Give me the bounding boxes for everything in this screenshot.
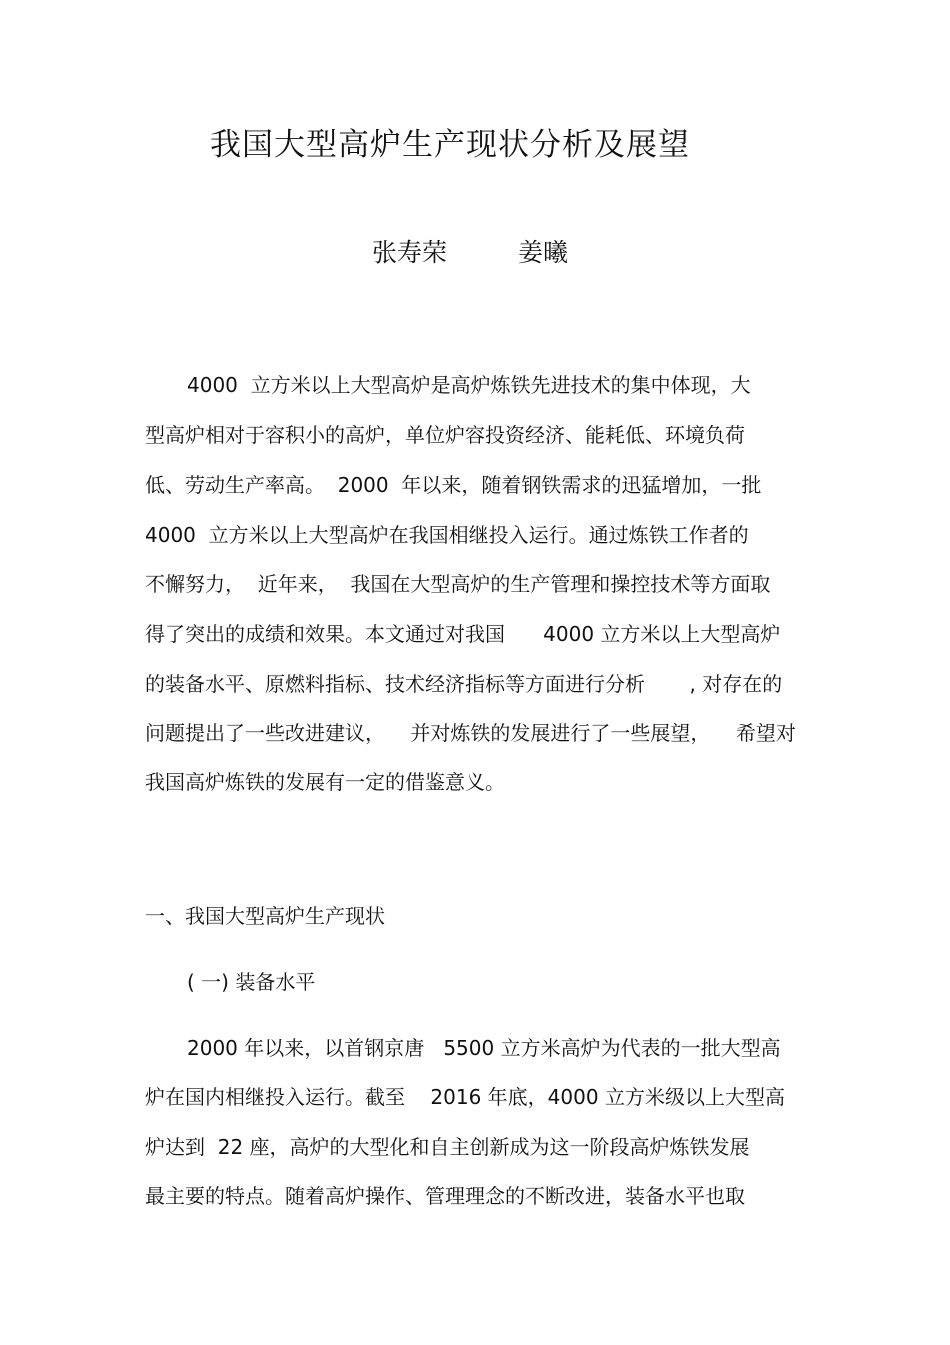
section-heading: 一、我国大型高炉生产现状 [145,904,385,928]
abstract-line-5: 不懈努力， 近年来， 我国在大型高炉的生产管理和操控技术等方面取 [145,572,771,596]
author-1: 张寿荣 [372,238,448,267]
body-line-3: 炉达到 22 座，高炉的大型化和自主创新成为这一阶段高炉炼铁发展 [145,1135,750,1159]
body-line-4: 最主要的特点。随着高炉操作、管理理念的不断改进，装备水平也取 [145,1184,745,1208]
abstract-line-6: 得了突出的成绩和效果。本文通过对我国 4000 立方米以上大型高炉 [145,622,781,646]
subsection-heading: ( 一) 装备水平 [187,970,316,994]
body-line-2: 炉在国内相继投入运行。截至 2016 年底，4000 立方米级以上大型高 [145,1085,785,1109]
abstract-line-3: 低、劳动生产率高。 2000 年以来，随着钢铁需求的迅猛增加，一批 [145,473,762,497]
author-2: 姜曦 [518,238,569,267]
abstract-line-9: 我国高炉炼铁的发展有一定的借鉴意义。 [145,770,505,794]
abstract-line-2: 型高炉相对于容积小的高炉，单位炉容投资经济、能耗低、环境负荷 [145,423,745,447]
body-line-1: 2000 年以来，以首钢京唐 5500 立方米高炉为代表的一批大型高 [187,1036,781,1060]
abstract-line-1: 4000 立方米以上大型高炉是高炉炼铁先进技术的集中体现，大 [187,373,751,397]
document-title: 我国大型高炉生产现状分析及展望 [210,127,690,163]
abstract-line-7: 的装备水平、原燃料指标、技术经济指标等方面进行分析 , 对存在的 [145,672,783,696]
abstract-line-4: 4000 立方米以上大型高炉在我国相继投入运行。通过炼铁工作者的 [145,523,749,547]
abstract-line-8: 问题提出了一些改进建议， 并对炼铁的发展进行了一些展望， 希望对 [145,721,796,745]
